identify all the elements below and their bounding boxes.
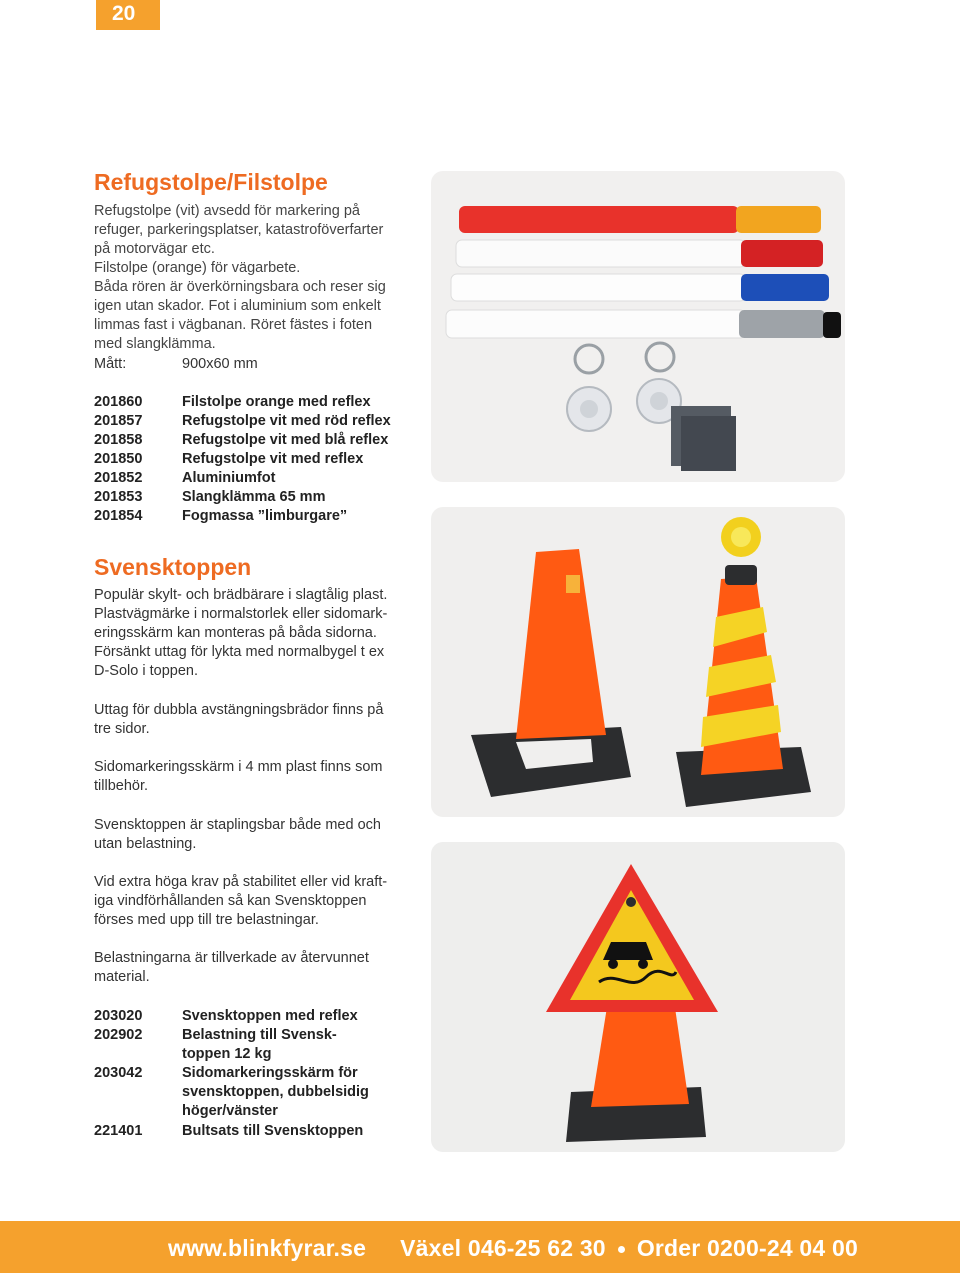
svensktoppen-paragraph: Sidomarkeringsskärm i 4 mm plast finns som tillbehör. [94, 759, 383, 794]
refugstolpe-description: Refugstolpe (vit) avsedd för markering på refuger, parkeringsplatser, katastroföverfarter på motorvägar etc. Filstolpe (orange) för vägarbete. Båda rören är överkörningsbara och reser sig igen utan skador. Fot i aluminium som enkelt limmas fast i vägbanan. Röret fästes i foten med slangklämma. [94, 203, 386, 352]
svensktoppen-paragraph: Svensktoppen är staplingsbar både med och utan belastning. [94, 817, 381, 852]
measurement-value: 900x60 mm [182, 356, 258, 372]
photo-refugstolpe-poles [431, 171, 845, 482]
footer-phone: Växel 046-25 62 30 [400, 1235, 606, 1261]
svensktoppen-paragraph: Belastningarna är tillverkade av återvunnet material. [94, 950, 369, 985]
footer-website[interactable]: www.blinkfyrar.se [168, 1235, 367, 1261]
page-number: 20 [112, 2, 136, 25]
svensktoppen-paragraph: Uttag för dubbla avstängningsbrädor finns på tre sidor. [94, 702, 384, 737]
svensktoppen-paragraph: Vid extra höga krav på stabilitet eller vid kraft- iga vindförhållanden så kan Svensktoppen förses med upp till tre belastningar. [94, 874, 388, 928]
photo-svensktoppen-sign [431, 842, 845, 1152]
section-title-refugstolpe: Refugstolpe/Filstolpe [94, 169, 328, 195]
bullet-separator-icon [618, 1246, 625, 1253]
section-title-svensktoppen: Svensktoppen [94, 554, 252, 580]
footer-contact-band [0, 1221, 960, 1273]
footer-order-phone: Order 0200-24 04 00 [636, 1235, 858, 1261]
measurement-label: Mått: [94, 356, 127, 372]
measurement [94, 355, 258, 374]
photo-svensktoppen-cones [431, 507, 845, 817]
svensktoppen-paragraph: Populär skylt- och brädbärare i slagtålig plast. Plastvägmärke i normalstorlek eller sidomark- eringsskärm kan monteras på båda sidorna. Försänkt uttag för lykta med normalbygel t ex D-Solo i toppen. [94, 587, 388, 679]
